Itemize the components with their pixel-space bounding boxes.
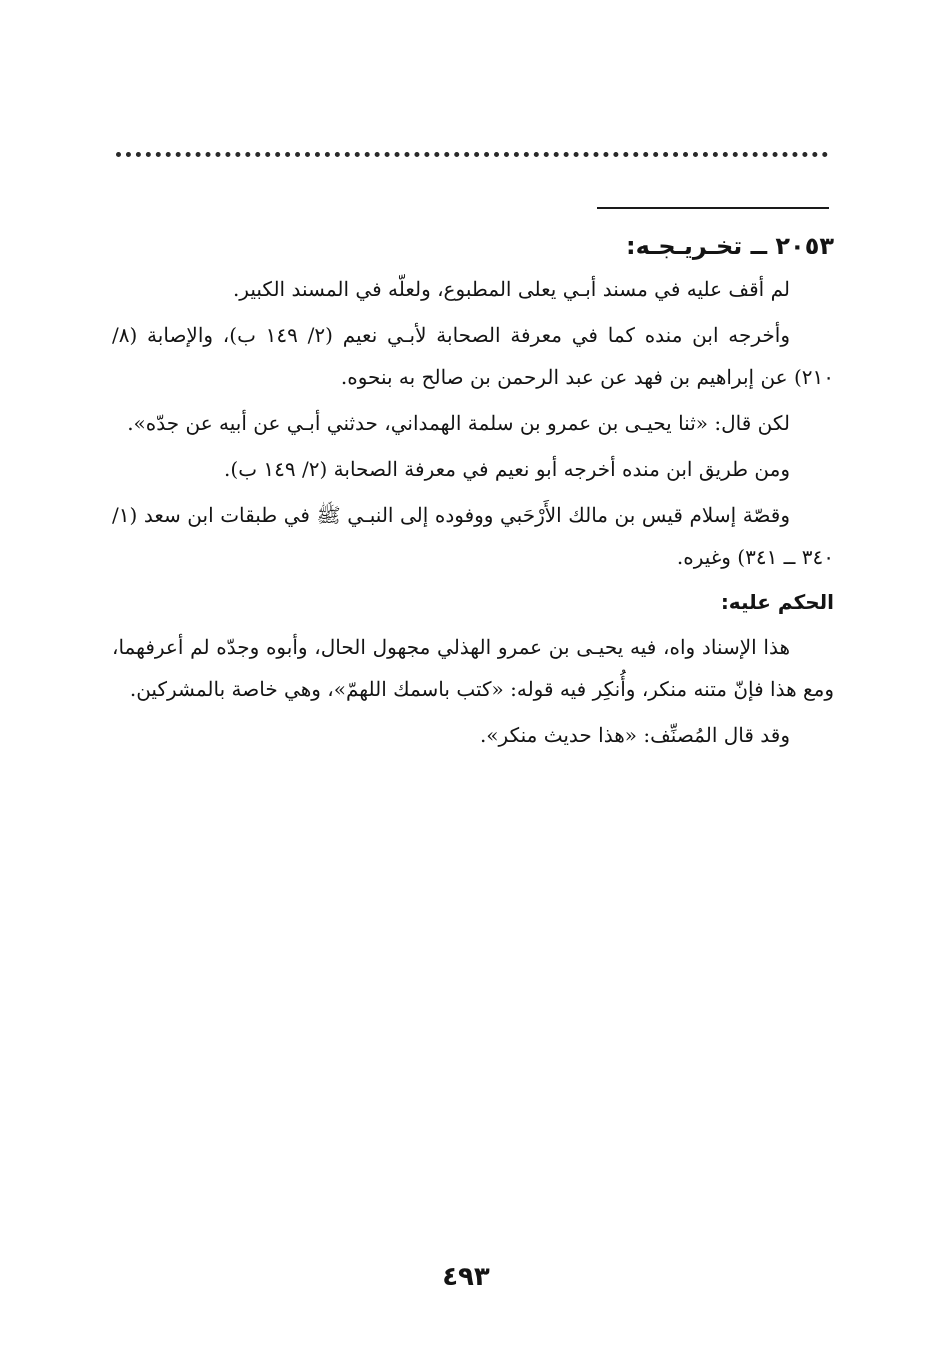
document-body bbox=[112, 228, 834, 760]
takhrij-paragraph-5: وقصّة إسلام قيس بن مالك الأَرْحَبي ووفوده إلى النبـي ﷺ في طبقات ابن سعد (١/ ٣٤٠ ــ ٣٤١) وغيره. bbox=[112, 503, 834, 569]
hukm-paragraph-2: وقد قال المُصنِّف: «هذا حديث منكر». bbox=[479, 723, 790, 747]
takhrij-paragraph-2: وأخرجه ابن منده كما في معرفة الصحابة لأبـي نعيم (٢/ ١٤٩ ب)، والإصابة (٨/ ٢١٠) عن إبراهيم بن فهد عن عبد الرحمن بن صالح به بنحوه. bbox=[112, 323, 834, 389]
takhrij-paragraph-3: لكن قال: «ثنا يحيـى بن عمرو بن سلمة الهمداني، حدثني أبـي عن أبيه عن جدّه». bbox=[127, 411, 790, 435]
page-number: ٤٩٣ bbox=[442, 1262, 490, 1292]
takhrij-paragraph-1: لم أقف عليه في مسند أبـي يعلى المطبوع، ولعلّه في المسند الكبير. bbox=[232, 277, 790, 301]
hukm-heading: الحكم عليه: bbox=[720, 590, 834, 614]
entry-heading: ٢٠٥٣ ــ تخـريـجـه: bbox=[625, 232, 834, 260]
footnote-rule bbox=[597, 207, 829, 209]
dotted-separator bbox=[116, 152, 828, 163]
takhrij-paragraph-4: ومن طريق ابن منده أخرجه أبو نعيم في معرفة الصحابة (٢/ ١٤٩ ب). bbox=[224, 457, 790, 481]
hukm-paragraph-1: هذا الإسناد واه، فيه يحيـى بن عمرو الهذلي مجهول الحال، وأبوه وجدّه لم أعرفهما، ومع هذا فإنّ متنه منكر، وأُنكِر فيه قوله: «كتب باسمك اللهمّ»، وهي خاصة بالمشركين. bbox=[112, 635, 834, 701]
